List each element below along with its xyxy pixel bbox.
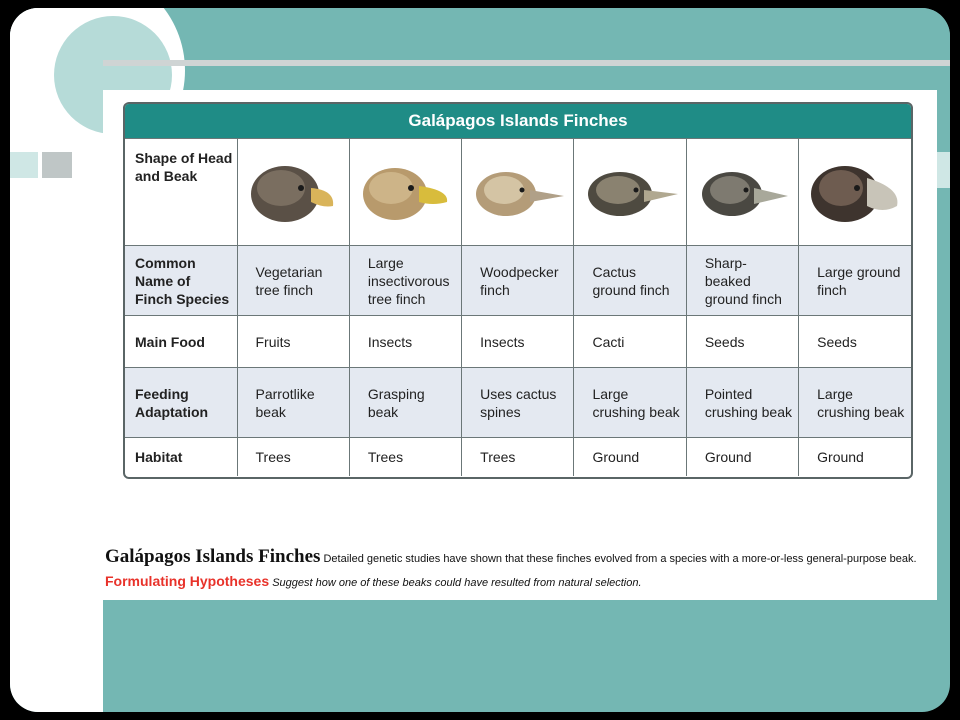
finch-food-cell: Insects [462, 316, 574, 368]
row-header-food: Main Food [125, 316, 237, 368]
decor-square-2 [42, 152, 72, 178]
decor-square-3 [936, 152, 950, 188]
finch-image-cell [462, 139, 574, 246]
row-name [125, 246, 911, 316]
finch-adaptation-cell: Pointed crushing beak [686, 368, 798, 438]
finch-head-woodpecker-beak-icon [470, 217, 566, 233]
figure-caption [105, 546, 935, 594]
finch-adaptation-cell: Parrotlike beak [237, 368, 349, 438]
finch-head-cactus-beak-icon [582, 217, 678, 233]
finch-food-cell: Seeds [799, 316, 911, 368]
finch-adaptation-cell: Grasping beak [349, 368, 461, 438]
finch-food-cell: Fruits [237, 316, 349, 368]
finch-habitat-cell: Trees [237, 438, 349, 476]
finch-adaptation-cell: Large crushing beak [799, 368, 911, 438]
decor-square-1 [10, 152, 38, 178]
caption-text: Detailed genetic studies have shown that these finches evolved from a species with a more-or-less general-purpose beak. [323, 553, 917, 565]
table-title: Galápagos Islands Finches [125, 104, 911, 138]
decor-divider-line [103, 60, 950, 66]
finch-habitat-cell: Ground [799, 438, 911, 476]
finch-adaptation-cell: Large crushing beak [574, 368, 686, 438]
finch-image-cell [574, 139, 686, 246]
finch-grid [125, 138, 911, 476]
finch-adaptation-cell: Uses cactus spines [462, 368, 574, 438]
row-shape [125, 139, 911, 246]
finch-image-cell [237, 139, 349, 246]
finch-head-large-beak-icon [807, 217, 903, 233]
finch-name-cell: Woodpecker finch [462, 246, 574, 316]
finch-head-parrot-beak-icon [245, 217, 341, 233]
row-header-name: Common Name of Finch Species [125, 246, 237, 316]
finch-habitat-cell: Trees [462, 438, 574, 476]
row-habitat [125, 438, 911, 476]
caption-question: Suggest how one of these beaks could have resulted from natural selection. [272, 577, 642, 589]
row-adaptation [125, 368, 911, 438]
finch-name-cell: Vegetarian tree finch [237, 246, 349, 316]
finch-image-cell [799, 139, 911, 246]
finch-name-cell: Large insectivorous tree finch [349, 246, 461, 316]
finch-food-cell: Seeds [686, 316, 798, 368]
finch-head-sharp-beak-icon [694, 217, 790, 233]
finch-name-cell: Large ground finch [799, 246, 911, 316]
finch-name-cell: Cactus ground finch [574, 246, 686, 316]
row-header-shape: Shape of Head and Beak [125, 139, 237, 246]
finch-table [123, 102, 913, 479]
finch-image-cell [686, 139, 798, 246]
finch-habitat-cell: Ground [686, 438, 798, 476]
caption-title: Galápagos Islands Finches [105, 546, 321, 567]
row-header-habitat: Habitat [125, 438, 237, 476]
caption-hypothesis-label: Formulating Hypotheses [105, 573, 270, 589]
finch-name-cell: Sharp-beaked ground finch [686, 246, 798, 316]
finch-head-grasping-beak-icon [357, 217, 453, 233]
row-header-adaptation: Feeding Adaptation [125, 368, 237, 438]
finch-image-cell [349, 139, 461, 246]
row-food [125, 316, 911, 368]
figure-panel [103, 90, 937, 600]
top-decor-band [103, 8, 950, 62]
finch-habitat-cell: Ground [574, 438, 686, 476]
finch-food-cell: Insects [349, 316, 461, 368]
finch-food-cell: Cacti [574, 316, 686, 368]
finch-habitat-cell: Trees [349, 438, 461, 476]
